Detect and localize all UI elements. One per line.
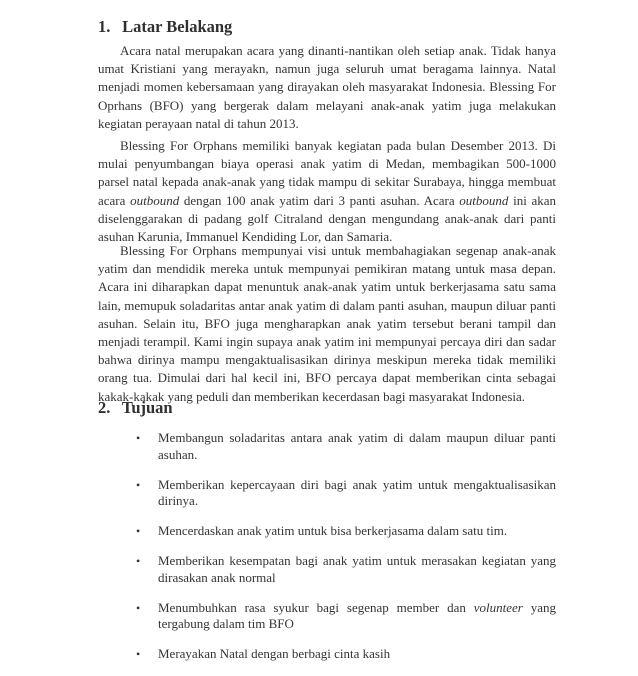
text-run: Memberikan kepercayaan diri bagi anak yatim untuk mengaktualisasikan dirinya. xyxy=(158,476,556,508)
section-heading-tujuan xyxy=(98,398,173,418)
paragraph xyxy=(98,242,556,406)
bullet-icon: • xyxy=(136,600,141,615)
paragraph xyxy=(98,42,556,133)
text-run: ini akan diselenggarakan di padang golf Citraland dengan mengundang anak-anak dari panti asuhan Karunia, Immanuel Kendiding Lor, dan Samaria. xyxy=(98,192,556,245)
text-run: Blessing For Orphans memiliki banyak kegiatan pada bulan Desember 2013. Di mulai penyumbangan biaya operasi anak yatim di Medan, membagikan 500-1000 parsel natal kepada anak-anak yang tidak mampu di sekitar Surabaya, hingga membuat acara xyxy=(98,138,556,208)
text-run: Acara natal merupakan acara yang dinanti-nantikan oleh setiap anak. Tidak hanya umat Kristiani yang merayakn, namun juga seluruh umat beragama lainnya. Natal menjadi momen kebersamaan yang dirayakan oleh masyarakat Indonesia. Blessing For Oprhans (BFO) yang bergerak dalam melayani anak-anak yatim juga melakukan kegiatan perayaan natal di tahun 2013. xyxy=(98,43,556,131)
bullet-icon: • xyxy=(136,431,141,445)
text-run: Membangun soladaritas antara anak yatim di dalam maupun diluar panti asuhan. xyxy=(158,430,556,462)
list-item xyxy=(120,430,556,463)
list-item xyxy=(120,553,556,586)
emphasis-text: outbound xyxy=(459,192,509,208)
list-item-text xyxy=(158,646,390,661)
text-run: Blessing For Orphans mempunyai visi untuk membahagiakan segenap anak-anak yatim dan mendidik mereka untuk mempunyai pemikiran matang untuk masa depan. Acara ini diharapkan dapat menuntuk anak-anak yatim untuk berkerjasama satu sama lain, memupuk soladaritas antar anak yatim di dalam panti asuhan, maupun diluar panti asuhan. Selain itu, BFO juga mengharapkan anak yatim tersebut berani tampil dan menjadi terampil. Kami ingin supaya anak yatim ini mempunyai percaya diri dan sadar bahwa dirinya mampu mengaktualisasikan dirinya meskipun mereka tidak memiliki orang tua. Dimulai dari hal kecil ini, BFO percaya dapat memberikan cinta sebagai kakak-kakak yang peduli dan memberikan kecerdasan bagi masyarakat Indonesia. xyxy=(98,243,556,404)
list-item-text xyxy=(158,553,556,585)
bullet-icon: • xyxy=(136,647,141,661)
list-item xyxy=(120,477,556,510)
emphasis-text: outbound xyxy=(130,192,180,208)
text-run: yang tergabung dalam tim BFO xyxy=(158,599,556,631)
paragraph xyxy=(98,137,556,246)
section-heading-latar-belakang xyxy=(98,17,232,37)
text-run: Memberikan kesempatan bagi anak yatim untuk merasakan kegiatan yang dirasakan anak normal xyxy=(158,553,556,585)
bullet-icon: • xyxy=(136,524,141,538)
section-number: 2. xyxy=(98,398,111,417)
text-run: Menumbuhkan rasa syukur bagi segenap member dan xyxy=(158,599,474,615)
section-title: Latar Belakang xyxy=(122,17,233,36)
section-number: 1. xyxy=(98,17,111,36)
bullet-icon: • xyxy=(136,554,141,568)
objectives-list xyxy=(120,430,556,676)
list-item xyxy=(120,600,556,633)
text-run: dengan 100 anak yatim dari 3 panti asuhan. Acara xyxy=(179,192,460,208)
text-run: Merayakan Natal dengan berbagi cinta kasih xyxy=(158,646,391,661)
emphasis-text: volunteer xyxy=(473,599,523,615)
list-item-text xyxy=(158,477,556,509)
list-item-text xyxy=(158,600,556,632)
list-item xyxy=(120,523,556,540)
text-run: Mencerdaskan anak yatim untuk bisa berkerjasama dalam satu tim. xyxy=(158,523,508,538)
list-item-text xyxy=(158,430,556,462)
section-title: Tujuan xyxy=(121,398,173,417)
list-item-text xyxy=(158,523,507,538)
bullet-icon: • xyxy=(136,477,141,492)
list-item xyxy=(120,646,556,663)
